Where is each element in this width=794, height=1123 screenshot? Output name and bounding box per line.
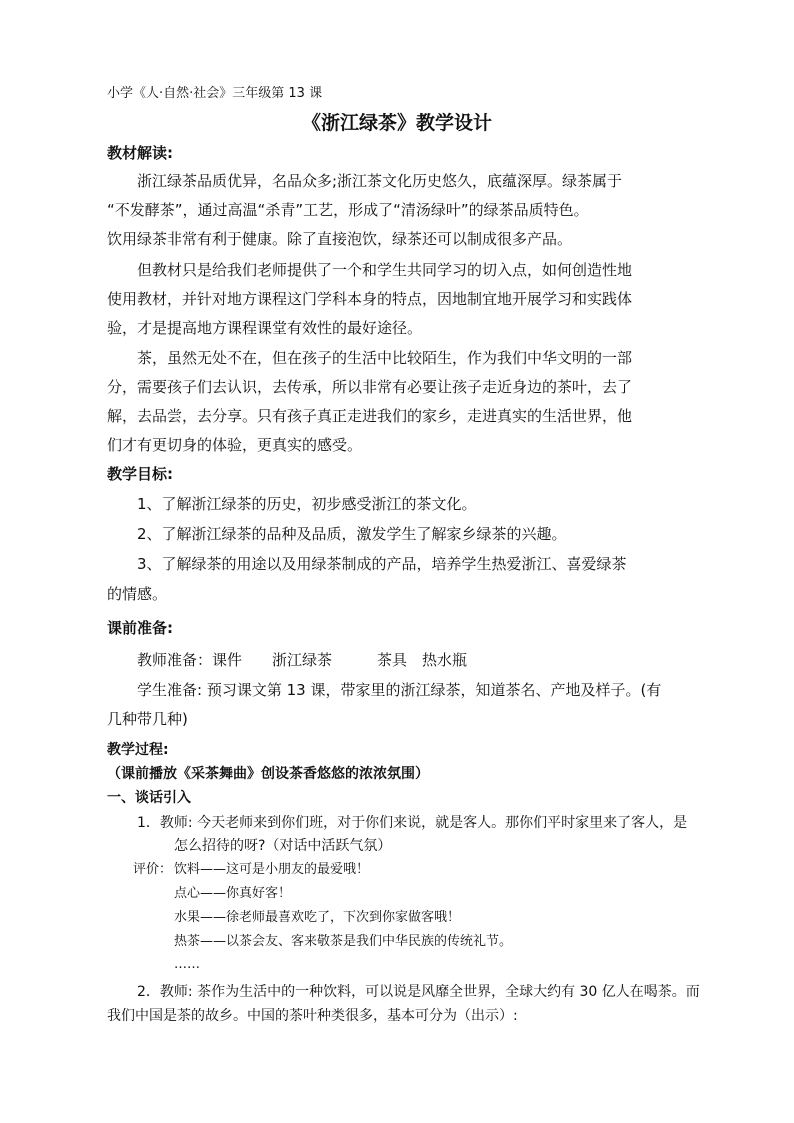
teacher-prep: 教师准备：课件 浙江绿茶 茶具 热水瓶 [137, 651, 468, 669]
eval-item: 饮料——这可是小朋友的最爱哦！ [174, 862, 370, 877]
section-heading-process: 教学过程: [107, 742, 169, 758]
paragraph-line: 茶，虽然无处不在，但在孩子的生活中比较陌生，作为我们中华文明的一部 [137, 349, 633, 367]
paragraph-line: 饮用绿茶非常有利于健康。除了直接泡饮，绿茶还可以制成很多产品。 [107, 230, 573, 248]
eval-item: 点心——你真好客！ [174, 886, 292, 901]
goal-item-continuation: 的情感。 [107, 585, 168, 603]
paragraph-line: 使用教材，并针对地方课程这门学科本身的特点，因地制宜地开展学习和实践体 [107, 290, 633, 308]
eval-ellipsis: …… [174, 957, 200, 972]
paragraph-line: 验，才是提高地方课程课堂有效性的最好途径。 [107, 319, 423, 337]
eval-item: 热茶——以茶会友、客来敬茶是我们中华民族的传统礼节。 [174, 934, 513, 949]
goal-item: 1、了解浙江绿茶的历史，初步感受浙江的茶文化。 [137, 495, 477, 513]
eval-item: 水果——徐老师最喜欢吃了，下次到你家做客哦！ [174, 910, 461, 925]
paragraph-line: 解，去品尝，去分享。只有孩子真正走进我们的家乡，走进真实的生活世界，他 [107, 407, 633, 425]
teacher-line: 1．教师: 今天老师来到你们班，对于你们来说，就是客人。那你们平时家里来了客人，是 [137, 815, 688, 831]
paragraph-line: 但教材只是给我们老师提供了一个和学生共同学习的切入点，如何创造性地 [137, 261, 633, 279]
paragraph-line: 们才有更切身的体验，更真实的感受。 [107, 436, 363, 454]
student-prep-continuation: 几种带几种) [107, 710, 188, 728]
paragraph-line: 浙江绿茶品质优异，名品众多;浙江茶文化历史悠久，底蕴深厚。绿茶属于 [137, 172, 623, 190]
goal-item: 2、了解浙江绿茶的品种及品质，激发学生了解家乡绿茶的兴趣。 [137, 525, 567, 543]
lesson-header: 小学《人·自然·社会》三年级第 13 课 [107, 86, 323, 101]
section-heading-goals: 教学目标: [107, 465, 173, 483]
student-prep: 学生准备: 预习课文第 13 课，带家里的浙江绿茶，知道茶名、产地及样子。(有 [137, 681, 662, 699]
paragraph-line: “不发酵茶”，通过高温“杀青”工艺，形成了“清汤绿叶”的绿茶品质特色。 [107, 201, 589, 219]
teacher-line-continuation: 怎么招待的呀?（对话中活跃气氛） [174, 838, 392, 854]
document-title: 《浙江绿茶》教学设计 [301, 112, 492, 134]
eval-label: 评价： [133, 862, 173, 877]
part-heading: 一、谈话引入 [107, 790, 191, 806]
paragraph-line: 分，需要孩子们去认识，去传承，所以非常有必要让孩子走近身边的茶叶，去了 [107, 378, 633, 396]
music-note: （课前播放《采茶舞曲》创设茶香悠悠的浓浓氛围） [107, 766, 429, 782]
goal-item: 3、了解绿茶的用途以及用绿茶制成的产品，培养学生热爱浙江、喜爱绿茶 [137, 555, 627, 573]
teacher-line: 2．教师: 茶作为生活中的一种饮料，可以说是风靡全世界，全球大约有 30 亿人在喝茶。而 [137, 984, 700, 1000]
section-heading-prep: 课前准备: [107, 619, 173, 637]
section-heading-textbook: 教材解读: [107, 144, 173, 162]
teacher-line-continuation: 我们中国是茶的故乡。中国的茶叶种类很多，基本可分为（出示）: [107, 1008, 518, 1024]
